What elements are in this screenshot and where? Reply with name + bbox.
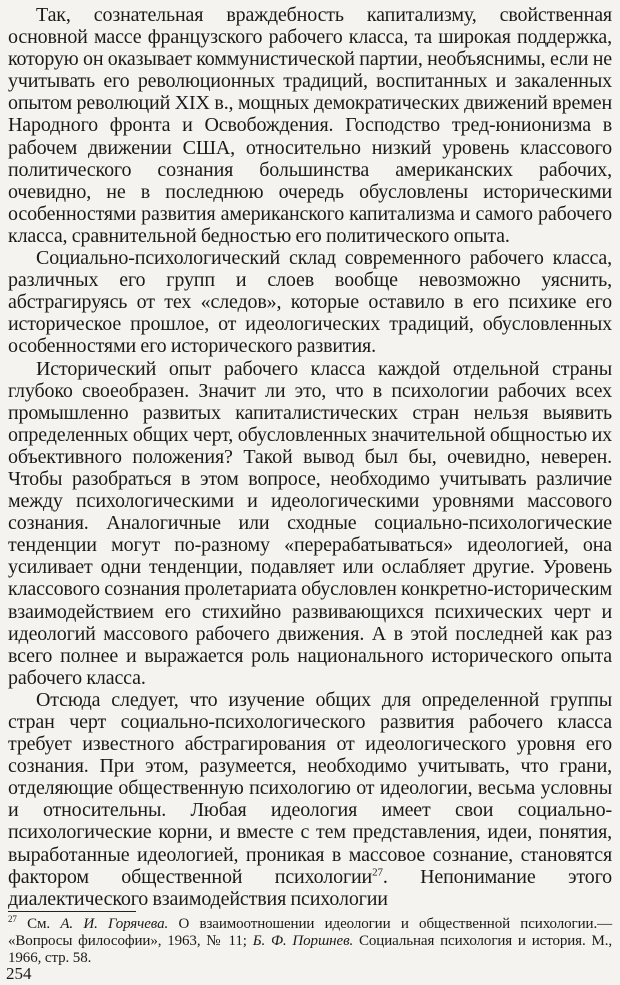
footnote-reference: 27 [372,866,383,878]
footnote-text-2: Социальная психология и история. М., 1966, стр. 58. [8,933,613,966]
paragraph-4: Отсюда следует, что изучение общих для определенной группы стран черт социально-психологического развития рабочего класса требует известного абстрагирования от идеологического уровня его сознания. При этом, разумеется, необходимо учитывать, что грани, отделяющие общественную психологию от идеологии, весьма условны и относительны. Любая идеология имеет свои социально-психологические корни, и вместе с тем представления, идеи, понятия, выработанные идеологией, проникая в массовое сознание, становятся фактором общественной психологии$^{27}$. Непонимание этого диалектического взаимодействия психологии [8,688,613,910]
main-text [8,4,612,910]
footnote-text-1: О взаимоотношении идеологии и общественной психологии.— «Вопросы философии», 1963, № 11; [8,916,612,949]
footnote-divider [8,911,136,912]
paragraph-3: Исторический опыт рабочего класса каждой отдельной страны глубоко своеобразен. Значит ли это, что в психологии рабочих всех промышленно развитых капиталистических стран нельзя выявить определенных общих черт, обусловленных значительной общностью их объективного положения? Такой вывод был бы, очевидно, неверен. Чтобы разобраться в этом вопросе, необходимо учитывать различие между психологическими и идеологическими уровнями массового сознания. Аналогичные или сходные социально-психологические тенденции могут по-разному «перерабатываться» идеологией, она усиливает одни тенденции, подавляет или ослабляет другие. Уровень классового сознания пролетариата обусловлен конкретно-историческим взаимодействием его стихийно развивающихся психических черт и идеологий массового рабочего движения. А в этой последней как раз всего полнее и выражается роль национального исторического опыта рабочего класса. [8,357,612,689]
footnote-mark: 27 [8,914,17,924]
book-page [6,0,614,985]
footnote-author-1: А. И. Горячева. [60,916,169,932]
page-number: 254 [6,964,32,983]
footnote [8,916,612,967]
paragraph-4-text: Отсюда следует, что изучение общих для определенной группы стран черт социально-психологического развития рабочего класса требует известного абстрагирования от идеологического уровня его сознания. При этом, разумеется, необходимо учитывать, что грани, отделяющие общественную психологию от идеологии, весьма условны и относительны. Любая идеология имеет свои социально-психологические корни, и вместе с тем представления, идеи, понятия, выработанные идеологией, проникая в массовое сознание, становятся фактором общественной психологии [8,688,612,888]
continued-line: Непонимание этого диалектического взаимодействия психологии [8,865,613,910]
paragraph-2: Социально-психологический склад современного рабочего класса, различных его групп и слоев вообще невозможно уяснить, абстрагируясь от тех «следов», которые оставило в его психике его историческое прошлое, от идеологических традиций, обусловленных особенностями его исторического развития. [8,247,612,358]
paragraph-1: Так, сознательная враждебность капитализму, свойственная основной массе французского рабочего класса, та широкая поддержка, которую он оказывает коммунистической партии, необъяснимы, если не учитывать его революционных традиций, воспитанных и закаленных опытом революций XIX в., мощных демократических движений времен Народного фронта и Освобождения. Господство тред-юнионизма в рабочем движении США, относительно низкий уровень классового политического сознания большинства американских рабочих, очевидно, не в последнюю очередь обусловлены историческими особенностями развития американского капитализма и самого рабочего класса, сравнительной бедностью его политического опыта. [8,4,612,247]
footnote-lead: См. [27,916,61,932]
footnote-author-2: Б. Ф. Поршнев. [252,933,354,949]
